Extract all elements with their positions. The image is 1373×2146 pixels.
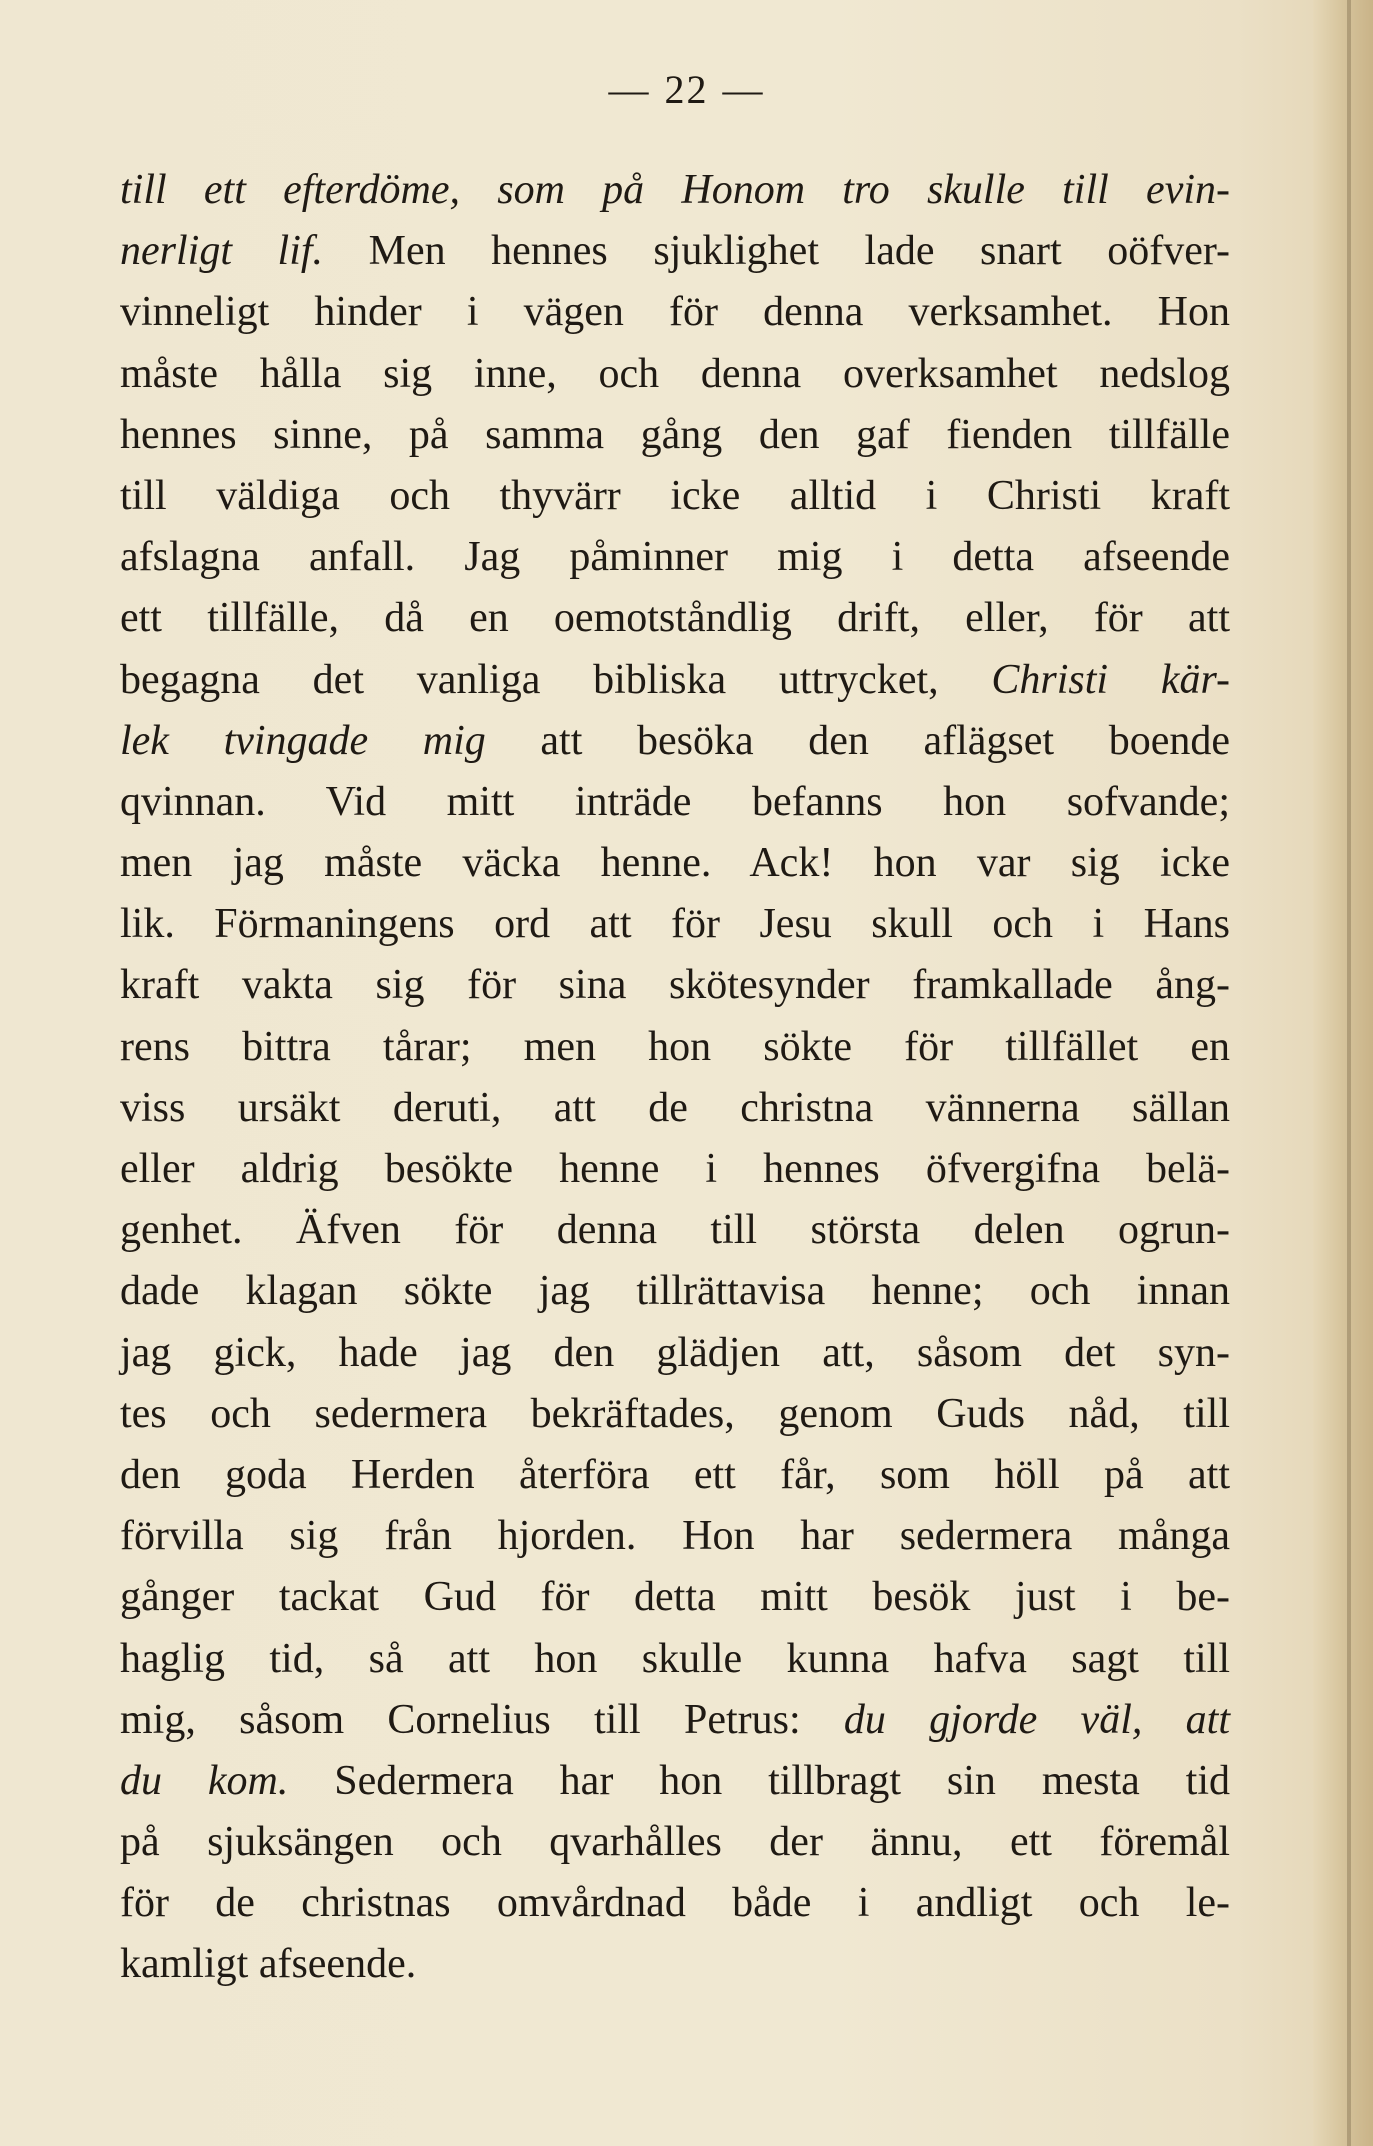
text-segment: gånger tackat Gud för detta mitt besök just i be-	[120, 1574, 1230, 1621]
text-line	[120, 1690, 1230, 1751]
italic-text-segment: lek tvingade mig	[120, 717, 486, 764]
text-line	[120, 1751, 1230, 1812]
text-segment: haglig tid, så att hon skulle kunna hafva sagt till	[120, 1635, 1230, 1682]
text-segment: den goda Herden återföra ett får, som höll på att	[120, 1451, 1230, 1498]
text-line	[120, 1506, 1230, 1567]
text-segment: mig, såsom Cornelius till Petrus:	[120, 1696, 844, 1743]
page-number-dash-right: —	[722, 67, 765, 112]
text-segment: afslagna anfall. Jag påminner mig i detta afseende	[120, 534, 1230, 581]
text-segment: på sjuksängen och qvarhålles der ännu, ett föremål	[120, 1819, 1230, 1866]
text-line	[120, 1445, 1230, 1506]
text-line	[120, 1261, 1230, 1322]
text-segment: Men hennes sjuklighet lade snart oöfver-	[323, 228, 1231, 275]
text-segment: dade klagan sökte jag tillrättavisa henne; och innan	[120, 1268, 1230, 1315]
text-line	[120, 1139, 1230, 1200]
text-segment: begagna det vanliga bibliska uttrycket,	[120, 656, 992, 703]
text-line	[120, 1078, 1230, 1139]
text-line	[120, 1567, 1230, 1628]
text-line	[120, 221, 1230, 282]
text-line	[120, 588, 1230, 649]
text-line	[120, 1323, 1230, 1384]
text-segment: jag gick, hade jag den glädjen att, såsom det syn-	[120, 1329, 1230, 1376]
page-number-dash-left: —	[608, 67, 651, 112]
text-line	[120, 1200, 1230, 1261]
text-segment: qvinnan. Vid mitt inträde befanns hon sofvande;	[120, 778, 1230, 825]
text-line	[120, 1629, 1230, 1690]
page-number: 22	[664, 67, 709, 112]
text-line	[120, 1384, 1230, 1445]
text-segment: genhet. Äfven för denna till största delen ogrun-	[120, 1207, 1230, 1254]
italic-text-segment: Christi kär-	[991, 656, 1230, 703]
text-line	[120, 1934, 1230, 1995]
text-line	[120, 955, 1230, 1016]
text-segment: rens bittra tårar; men hon sökte för tillfället en	[120, 1023, 1230, 1070]
text-line	[120, 1873, 1230, 1934]
text-line	[120, 466, 1230, 527]
text-segment: för de christnas omvårdnad både i andligt och le-	[120, 1880, 1230, 1927]
text-line	[120, 772, 1230, 833]
text-segment: lik. Förmaningens ord att för Jesu skull och i Hans	[120, 901, 1230, 948]
italic-text-segment: till ett efterdöme, som på Honom tro skulle till evin-	[120, 167, 1230, 213]
page-edge	[1347, 0, 1351, 2146]
text-line	[120, 894, 1230, 955]
text-line	[120, 405, 1230, 466]
text-segment: förvilla sig från hjorden. Hon har sedermera många	[120, 1513, 1230, 1560]
page-number-header	[0, 66, 1373, 113]
text-segment: måste hålla sig inne, och denna overksamhet nedslog	[120, 350, 1230, 397]
text-line	[120, 1017, 1230, 1078]
text-line	[120, 711, 1230, 772]
text-segment: tes och sedermera bekräftades, genom Guds nåd, till	[120, 1390, 1230, 1437]
text-segment: hennes sinne, på samma gång den gaf fienden tillfälle	[120, 411, 1230, 458]
text-line	[120, 833, 1230, 894]
text-segment: vinneligt hinder i vägen för denna verksamhet. Hon	[120, 289, 1230, 336]
text-segment: kamligt afseende.	[120, 1941, 417, 1988]
text-segment: kraft vakta sig för sina skötesynder framkallade ång-	[120, 962, 1230, 1009]
text-segment: till väldiga och thyvärr icke alltid i Christi kraft	[120, 472, 1230, 519]
book-spine-shadow	[1313, 0, 1373, 2146]
text-segment: men jag måste väcka henne. Ack! hon var sig icke	[120, 840, 1230, 887]
italic-text-segment: du gjorde väl, att	[843, 1696, 1230, 1743]
text-line	[120, 527, 1230, 588]
text-segment: ett tillfälle, då en oemotståndlig drift, eller, för att	[120, 595, 1230, 642]
italic-text-segment: du kom.	[120, 1757, 289, 1804]
text-line	[120, 650, 1230, 711]
text-segment: viss ursäkt deruti, att de christna vännerna sällan	[120, 1084, 1230, 1131]
italic-text-segment: nerligt lif.	[120, 228, 324, 275]
text-line	[120, 282, 1230, 343]
body-text	[120, 160, 1230, 1996]
text-line	[120, 1812, 1230, 1873]
text-segment: eller aldrig besökte henne i hennes öfvergifna belä-	[120, 1146, 1230, 1192]
text-line	[120, 160, 1230, 221]
text-line	[120, 344, 1230, 405]
text-segment: Sedermera har hon tillbragt sin mesta tid	[288, 1757, 1230, 1804]
text-segment: att besöka den aflägset boende	[485, 717, 1230, 764]
